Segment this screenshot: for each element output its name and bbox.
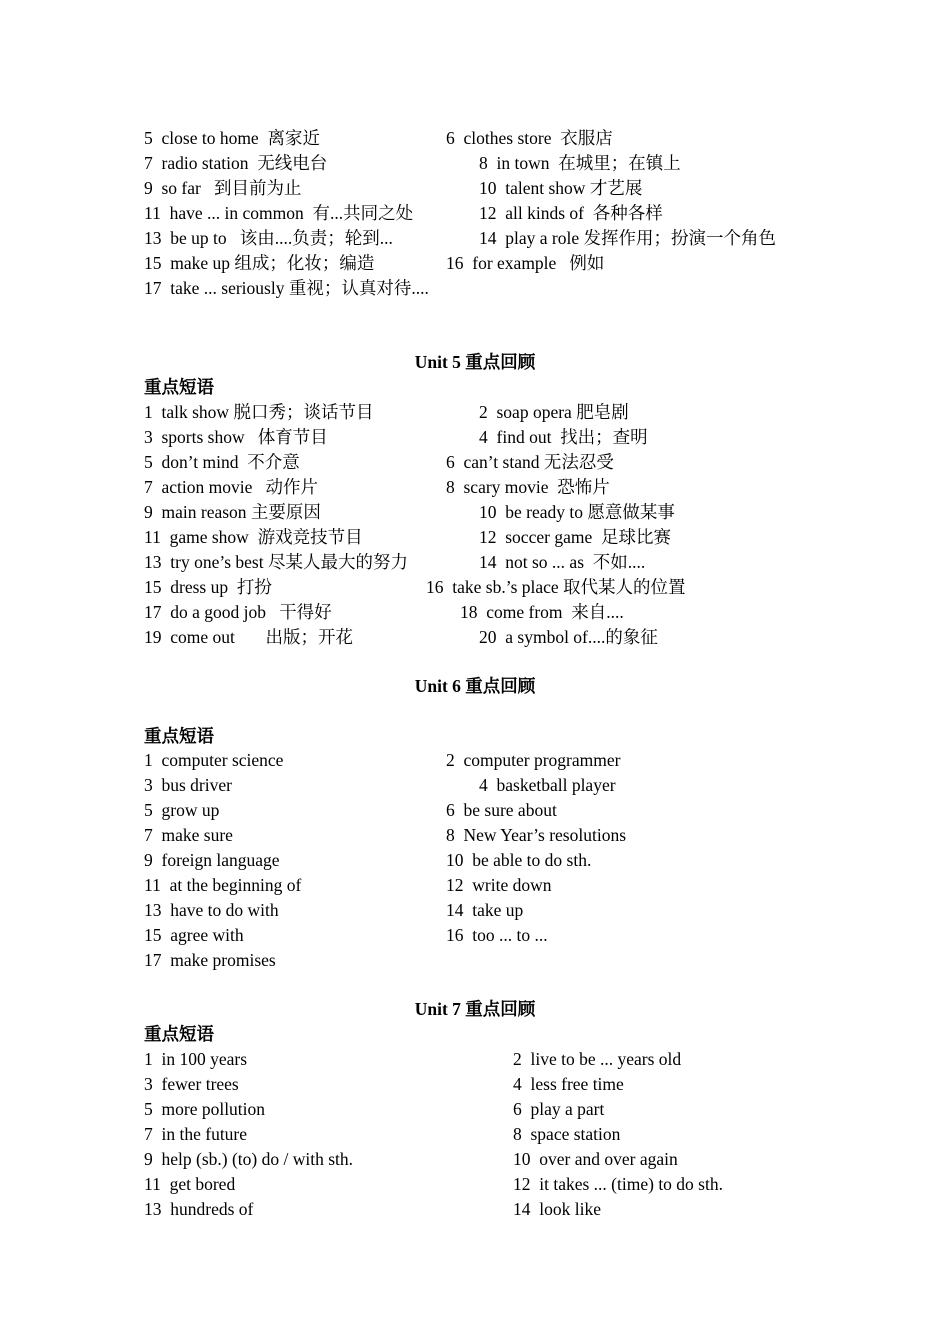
unit-7-subtitle: 重点短语 [144,1024,214,1044]
phrase-item: 11 at the beginning of [144,875,302,895]
unit-6-subtitle: 重点短语 [144,726,214,746]
phrase-item: 2 computer programmer [446,750,621,770]
phrase-item: 8 in town 在城里；在镇上 [479,153,681,173]
phrase-item: 16 too ... to ... [446,925,548,945]
phrase-item: 14 look like [513,1199,601,1219]
phrase-item: 14 not so ... as 不如.... [479,552,646,572]
phrase-item: 1 computer science [144,750,284,770]
phrase-item: 16 for example 例如 [446,253,605,273]
phrase-item: 9 so far 到目前为止 [144,178,302,198]
phrase-item: 17 take ... seriously 重视；认真对待.... [144,278,429,298]
phrase-item: 10 talent show 才艺展 [479,178,643,198]
phrase-item: 5 grow up [144,800,220,820]
phrase-item: 11 get bored [144,1174,236,1194]
unit-6-title: Unit 6 重点回顾 [414,676,536,696]
phrase-item: 9 help (sb.) (to) do / with sth. [144,1149,354,1169]
phrase-item: 10 be ready to 愿意做某事 [479,502,675,522]
phrase-item: 12 it takes ... (time) to do sth. [513,1174,723,1194]
phrase-item: 4 less free time [513,1074,624,1094]
unit-7-title: Unit 7 重点回顾 [414,999,536,1019]
phrase-item: 9 main reason 主要原因 [144,502,321,522]
phrase-item: 5 don’t mind 不介意 [144,452,300,472]
phrase-item: 17 do a good job 干得好 [144,602,332,622]
unit-5-subtitle: 重点短语 [144,377,214,397]
phrase-item: 7 in the future [144,1124,248,1144]
phrase-item: 11 game show 游戏竞技节目 [144,527,363,547]
phrase-item: 10 over and over again [513,1149,678,1169]
phrase-item: 1 talk show 脱口秀；谈话节目 [144,402,374,422]
phrase-item: 15 agree with [144,925,244,945]
phrase-item: 8 New Year’s resolutions [446,825,627,845]
phrase-item: 6 be sure about [446,800,557,820]
phrase-item: 16 take sb.’s place 取代某人的位置 [426,577,686,597]
phrase-item: 2 soap opera 肥皂剧 [479,402,629,422]
phrase-item: 9 foreign language [144,850,280,870]
unit-5-title: Unit 5 重点回顾 [414,352,536,372]
phrase-item: 12 write down [446,875,552,895]
phrase-item: 13 have to do with [144,900,279,920]
phrase-item: 3 fewer trees [144,1074,239,1094]
phrase-item: 6 play a part [513,1099,605,1119]
phrase-item: 7 make sure [144,825,233,845]
phrase-item: 8 space station [513,1124,621,1144]
phrase-item: 2 live to be ... years old [513,1049,682,1069]
phrase-item: 8 scary movie 恐怖片 [446,477,610,497]
phrase-item: 14 play a role 发挥作用；扮演一个角色 [479,228,776,248]
phrase-item: 18 come from 来自.... [460,602,624,622]
phrase-item: 13 hundreds of [144,1199,254,1219]
phrase-item: 4 find out 找出；查明 [479,427,648,447]
phrase-item: 11 have ... in common 有...共同之处 [144,203,414,223]
phrase-item: 14 take up [446,900,524,920]
phrase-item: 3 bus driver [144,775,232,795]
phrase-item: 6 clothes store 衣服店 [446,128,613,148]
phrase-item: 3 sports show 体育节目 [144,427,328,447]
phrase-item: 13 be up to 该由....负责；轮到... [144,228,393,248]
phrase-item: 15 make up 组成；化妆；编造 [144,253,375,273]
phrase-item: 13 try one’s best 尽某人最大的努力 [144,552,408,572]
phrase-item: 12 soccer game 足球比赛 [479,527,671,547]
phrase-item: 20 a symbol of....的象征 [479,627,658,647]
phrase-item: 7 action movie 动作片 [144,477,319,497]
phrase-item: 1 in 100 years [144,1049,248,1069]
phrase-item: 5 more pollution [144,1099,266,1119]
phrase-item: 12 all kinds of 各种各样 [479,203,663,223]
phrase-item: 17 make promises [144,950,276,970]
phrase-item: 5 close to home 离家近 [144,128,320,148]
phrase-item: 15 dress up 打扮 [144,577,272,597]
phrase-item: 19 come out 出版；开花 [144,627,354,647]
phrase-item: 10 be able to do sth. [446,850,592,870]
phrase-item: 7 radio station 无线电台 [144,153,328,173]
phrase-item: 4 basketball player [479,775,616,795]
phrase-item: 6 can’t stand 无法忍受 [446,452,614,472]
